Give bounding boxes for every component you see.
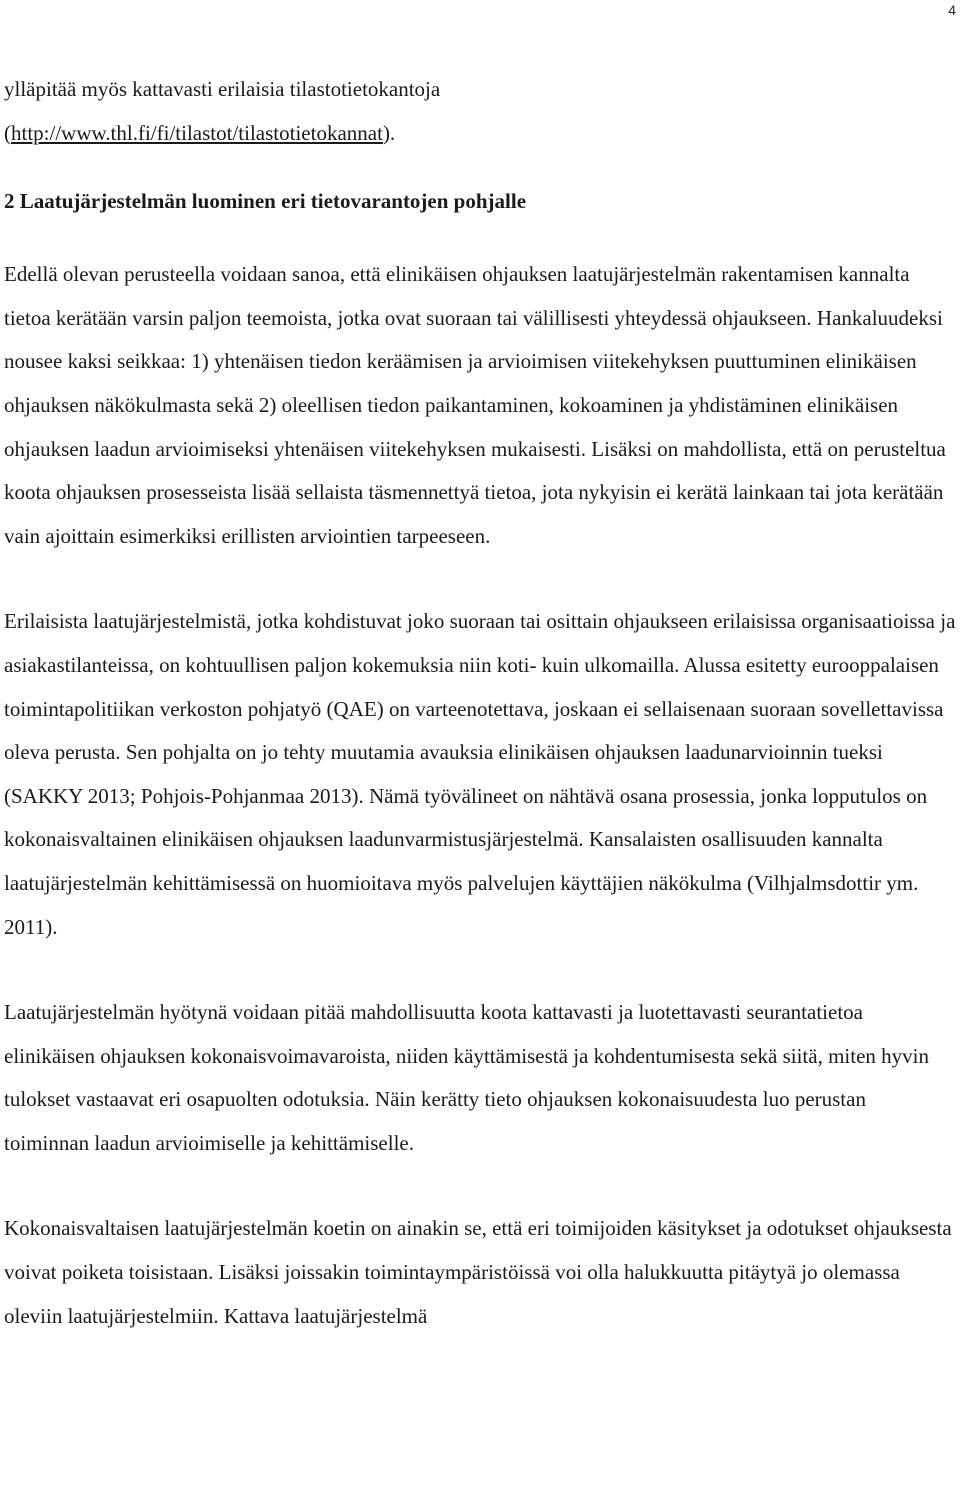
paragraph-3: Laatujärjestelmän hyötynä voidaan pitää mahdollisuutta koota kattavasti ja luotettavasti seurantatietoa elinikäisen ohjauksen kokonaisvoimavaroista, niiden käyttämisestä ja kohdentumisesta sekä siitä, miten hyvin tulokset vastaavat eri osapuolten odotuksia. Näin kerätty tieto ohjauksen kokonaisuudesta luo perustan toiminnan laadun arvioimiselle ja kehittämiselle. <box>4 1000 929 1155</box>
paren-close: ). <box>382 120 396 145</box>
page-number: 4 <box>948 2 956 18</box>
section-heading: 2 Laatujärjestelmän luominen eri tietovarantojen pohjalle <box>4 189 527 214</box>
statistics-database-link[interactable]: http://www.thl.fi/fi/tilastot/tilastotietokannat <box>11 120 383 145</box>
document-body <box>4 68 956 1338</box>
paragraph-2: Erilaisista laatujärjestelmistä, jotka kohdistuvat joko suoraan tai osittain ohjaukseen erilaisissa organisaatioissa ja asiakastilanteissa, on kohtuullisen paljon kokemuksia niin koti- kuin ulkomailla. Alussa esitetty eurooppalaisen toimintapolitiikan verkoston pohjatyö (QAE) on varteenotettava, joskaan ei sellaisenaan suoraan sovellettavissa oleva perusta. Sen pohjalta on jo tehty muutamia avauksia elinikäisen ohjauksen laadunarvioinnin tueksi (SAKKY 2013; Pohjois-Pohjanmaa 2013). Nämä työvälineet on nähtävä osana prosessia, jonka lopputulos on kokonaisvaltainen elinikäisen ohjauksen laadunvarmistusjärjestelmä. Kansalaisten osallisuuden kannalta laatujärjestelmän kehittämisessä on huomioitava myös palvelujen käyttäjien näkökulma (Vilhjalmsdottir ym. 2011). <box>4 609 956 939</box>
paren-open: ( <box>4 120 11 145</box>
paragraph-4: Kokonaisvaltaisen laatujärjestelmän koetin on ainakin se, että eri toimijoiden käsitykset ja odotukset ohjauksesta voivat poiketa toisistaan. Lisäksi joissakin toimintaympäristöissä voi olla halukkuutta pitäytyä jo olemassa oleviin laatujärjestelmiin. Kattava laatujärjestelmä <box>4 1216 952 1328</box>
paragraph-1: Edellä olevan perusteella voidaan sanoa, että elinikäisen ohjauksen laatujärjestelmän rakentamisen kannalta tietoa kerätään varsin paljon teemoista, jotka ovat suoraan tai välillisesti yhteydessä ohjaukseen. Hankaluudeksi nousee kaksi seikkaa: 1) yhtenäisen tiedon keräämisen ja arvioimisen viitekehyksen puuttuminen elinikäisen ohjauksen näkökulmasta sekä 2) oleellisen tiedon paikantaminen, kokoaminen ja yhdistäminen elinikäisen ohjauksen laadun arvioimiseksi yhtenäisen viitekehyksen mukaisesti. Lisäksi on mahdollista, että on perusteltua koota ohjauksen prosesseista lisää sellaista täsmennettyä tietoa, jota nykyisin ei kerätä lainkaan tai jota kerätään vain ajoittain esimerkiksi erillisten arviointien tarpeeseen. <box>4 262 946 548</box>
intro-paragraph <box>4 68 956 155</box>
intro-text: ylläpitää myös kattavasti erilaisia tilastotietokantoja <box>4 77 441 101</box>
